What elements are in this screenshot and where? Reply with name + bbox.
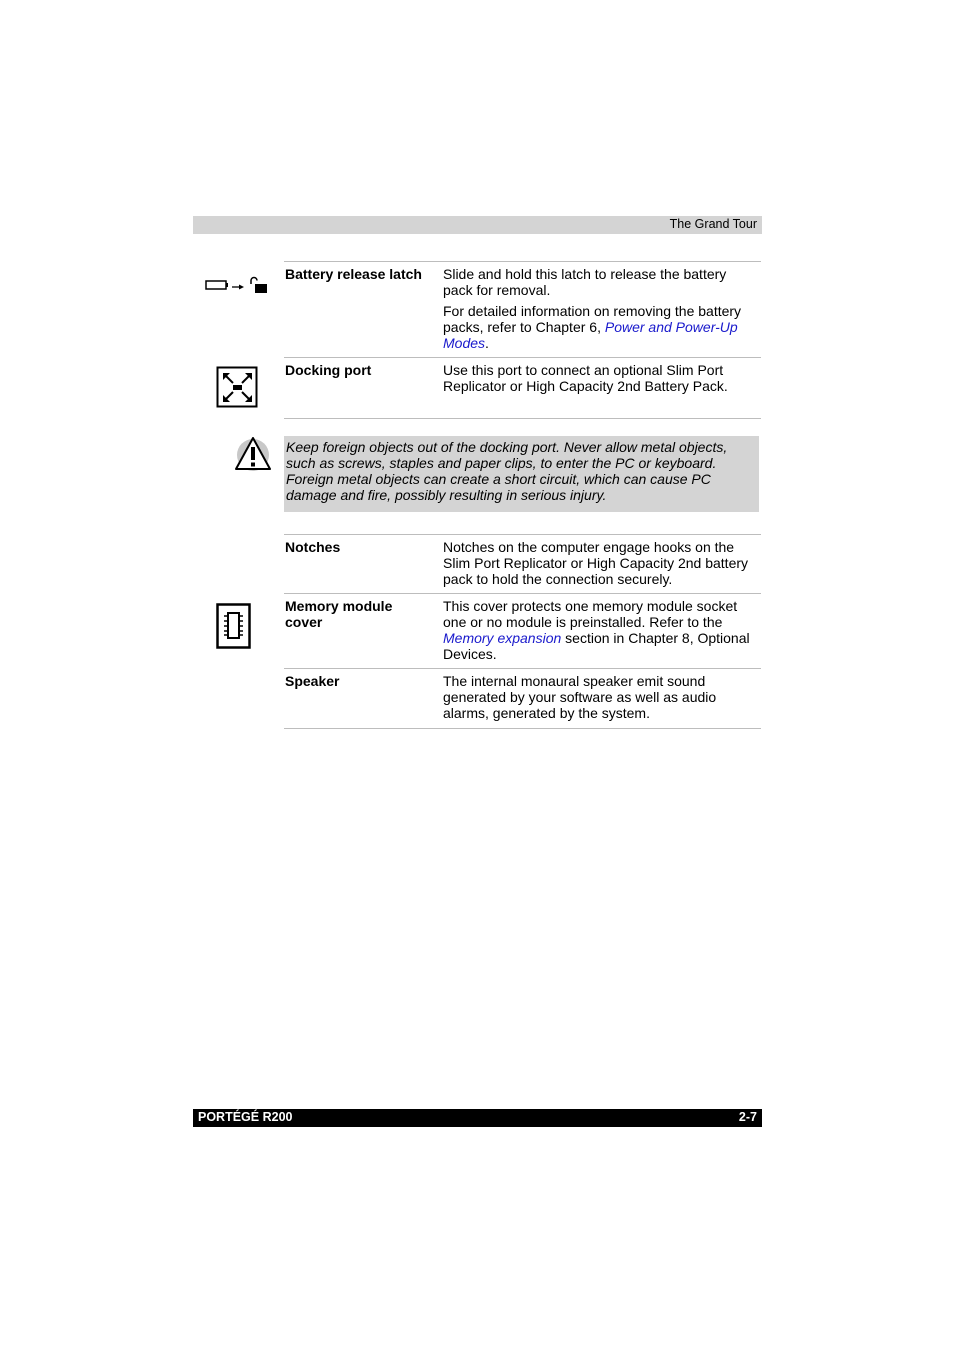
table-rule bbox=[284, 261, 761, 262]
table-rule bbox=[284, 418, 761, 419]
memory-module-icon bbox=[216, 603, 252, 649]
desc-docking-port: Use this port to connect an optional Slim Port Replicator or High Capacity 2nd Battery Pack. bbox=[443, 362, 728, 394]
table-rule bbox=[284, 728, 761, 729]
term-notches: Notches bbox=[285, 539, 341, 555]
page-header bbox=[193, 216, 762, 234]
link-power-modes[interactable]: Power and Power-Up Modes bbox=[443, 319, 738, 351]
page-footer bbox=[193, 1109, 762, 1127]
term-docking-port: Docking port bbox=[285, 362, 372, 378]
desc-paragraph: Slide and hold this latch to release the battery pack for removal. bbox=[443, 266, 727, 298]
warning-text: Keep foreign objects out of the docking port. Never allow metal objects, such as screws, staples and paper clips, to enter the PC or keyboard. Foreign metal objects can create a short circuit, which can cause PC damage and fire, possibly resulting in serious injury. bbox=[286, 439, 728, 503]
battery-release-icon bbox=[205, 276, 269, 294]
warning-triangle-icon bbox=[234, 436, 272, 472]
footer-page-number: 2-7 bbox=[738, 1110, 757, 1124]
docking-port-icon bbox=[216, 366, 259, 409]
link-memory-expansion[interactable]: Memory expansion bbox=[443, 630, 562, 646]
desc-text: . bbox=[485, 335, 489, 351]
table-rule bbox=[284, 534, 761, 535]
desc-text: For detailed information on removing the battery packs, refer to Chapter 6, bbox=[443, 303, 742, 335]
desc-text: This cover protects one memory module socket one or no module is preinstalled. Refer to the bbox=[443, 598, 738, 630]
warning-box bbox=[284, 436, 759, 512]
desc-speaker: The internal monaural speaker emit sound generated by your software as well as audio alarms, generated by the system. bbox=[443, 673, 717, 721]
term-memory-module-cover: Memory module cover bbox=[285, 598, 393, 630]
footer-product-name: PORTÉGÉ R200 bbox=[198, 1110, 293, 1124]
desc-battery-release-latch bbox=[443, 266, 759, 356]
table-rule bbox=[284, 593, 761, 594]
desc-paragraph bbox=[443, 303, 759, 351]
table-rule bbox=[284, 668, 761, 669]
desc-notches: Notches on the computer engage hooks on the Slim Port Replicator or High Capacity 2nd battery pack to hold the connection securely. bbox=[443, 539, 749, 587]
header-section-title: The Grand Tour bbox=[669, 217, 757, 231]
table-rule bbox=[284, 357, 761, 358]
term-battery-release-latch: Battery release latch bbox=[285, 266, 422, 282]
desc-memory-module-cover bbox=[443, 598, 759, 662]
desc-text: section in Chapter 8, Optional Devices. bbox=[443, 630, 750, 662]
term-speaker: Speaker bbox=[285, 673, 340, 689]
